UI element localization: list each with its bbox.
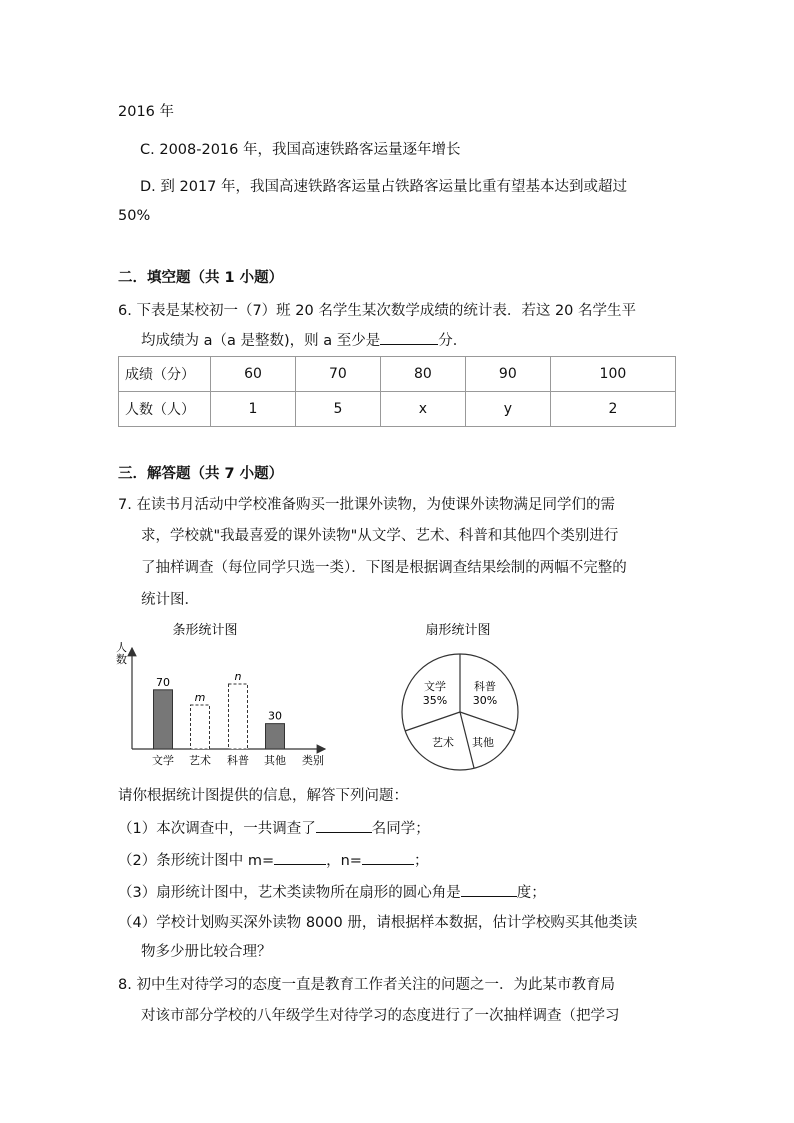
table-row-label: 人数（人）: [119, 392, 211, 427]
bar-value-label: m: [194, 691, 206, 704]
pie-label-wenxue: 文学: [424, 680, 446, 693]
q8-line1: 8. 初中生对待学习的态度一直是教育工作者关注的问题之一．为此某市教育局: [118, 977, 615, 993]
answer-blank: [362, 850, 414, 865]
table-cell: 100: [550, 357, 675, 392]
q6-line2: 均成绩为 a（a 是整数)，则 a 至少是 分．: [141, 330, 467, 351]
bar-value-label: 30: [268, 709, 282, 723]
pie-label-kepu: 科普: [474, 680, 496, 693]
q7-part4-line2: 物多少册比较合理？: [141, 944, 272, 960]
pie-pct-kepu: 30%: [472, 694, 498, 707]
table-cell: 60: [211, 357, 296, 392]
bar-2: [191, 705, 210, 749]
answer-blank: [380, 330, 438, 345]
x-tick-label: 其他: [264, 754, 286, 767]
bar-3: [229, 684, 248, 749]
answer-blank: [274, 850, 326, 865]
section2-title: 二．填空题（共 1 小题）: [118, 270, 284, 286]
bar-value-label: 70: [156, 675, 170, 689]
table-cell: x: [380, 392, 465, 427]
option-d-line2: 50%: [118, 208, 151, 224]
q7-line4: 统计图．: [141, 592, 199, 608]
bar-value-label: n: [234, 670, 242, 683]
bar-chart: [110, 618, 335, 770]
option-b-continuation: 2016 年: [118, 104, 175, 120]
bar-chart-title: 条形统计图: [172, 623, 238, 638]
x-tick-label: 科普: [227, 754, 249, 767]
score-table: [118, 356, 676, 427]
table-row: [119, 392, 676, 427]
table-row: [119, 357, 676, 392]
x-tick-label: 文学: [152, 754, 174, 767]
y-axis-label: 数: [116, 653, 127, 666]
q7-intro: 请你根据统计图提供的信息，解答下列问题：: [118, 788, 408, 804]
y-axis-label: 人: [116, 641, 127, 654]
table-row-label: 成绩（分）: [119, 357, 211, 392]
pie-pct-wenxue: 35%: [422, 694, 448, 707]
q7-line1: 7. 在读书月活动中学校准备购买一批课外读物，为使课外读物满足同学们的需: [118, 497, 615, 513]
table-cell: 2: [550, 392, 675, 427]
q7-part4-line1: （4）学校计划购买深外读物 8000 册，请根据样本数据，估计学校购买其他类读: [118, 915, 638, 931]
q7-part2: （2）条形统计图中 m= ，n= ；: [118, 850, 428, 871]
table-cell: 5: [295, 392, 380, 427]
q7-part1: （1）本次调查中，一共调查了 名同学；: [118, 818, 430, 839]
q8-line2: 对该市部分学校的八年级学生对待学习的态度进行了一次抽样调查（把学习: [141, 1008, 620, 1024]
answer-blank: [316, 818, 372, 833]
q7-line3: 了抽样调查（每位同学只选一类）．下图是根据调查结果绘制的两幅不完整的: [141, 560, 627, 576]
pie-chart-title: 扇形统计图: [425, 623, 491, 638]
table-cell: 1: [211, 392, 296, 427]
x-tick-label: 艺术: [189, 754, 211, 767]
section3-title: 三．解答题（共 7 小题）: [118, 466, 284, 482]
x-axis-label: 类别: [302, 754, 324, 767]
q7-line2: 求，学校就"我最喜爱的课外读物"从文学、艺术、科普和其他四个类别进行: [141, 528, 619, 544]
option-d-line1: D. 到 2017 年，我国高速铁路客运量占铁路客运量比重有望基本达到或超过: [140, 179, 628, 195]
answer-blank: [461, 882, 517, 897]
bar-1: [154, 690, 173, 749]
table-cell: 80: [380, 357, 465, 392]
table-cell: y: [465, 392, 550, 427]
option-c: C. 2008-2016 年，我国高速铁路客运量逐年增长: [140, 142, 461, 158]
pie-chart: [390, 618, 530, 778]
pie-label-qita: 其他: [472, 736, 494, 749]
q6-line1: 6. 下表是某校初一（7）班 20 名学生某次数学成绩的统计表．若这 20 名学生平: [118, 303, 637, 319]
q7-part3: （3）扇形统计图中，艺术类读物所在扇形的圆心角是 度；: [118, 882, 546, 903]
bar-4: [266, 724, 285, 749]
pie-label-yishu: 艺术: [432, 736, 454, 749]
table-cell: 70: [295, 357, 380, 392]
table-cell: 90: [465, 357, 550, 392]
bars: [152, 670, 286, 767]
